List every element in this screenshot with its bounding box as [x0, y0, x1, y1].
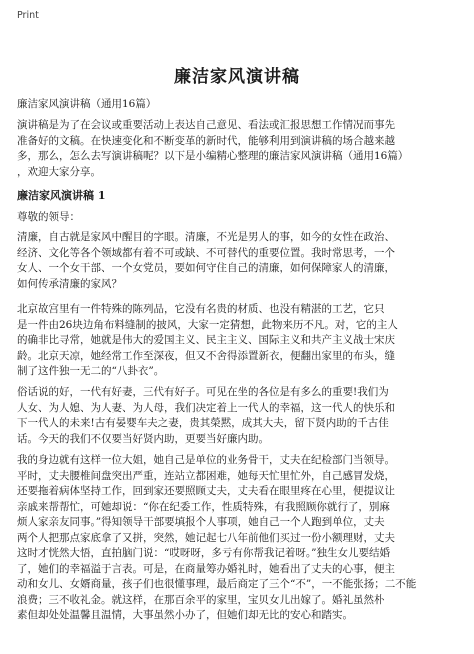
- text-line: 是一件由26块边角布料缝制的披风，大家一定猜想，此物来历不凡。对，它的主人: [17, 318, 398, 331]
- text-line: 制了这件独一无二的“八卦衣”。: [17, 365, 165, 377]
- page-title: 廉洁家风演讲稿: [174, 67, 300, 87]
- text-line: 我的身边就有这样一位大姐，她自己是单位的业务骨干，丈夫在纪检部门当领导。: [17, 454, 395, 466]
- text-line: ，欢迎大家分享。: [17, 165, 101, 178]
- body-paragraph: [17, 302, 457, 380]
- greeting-line: 尊敬的领导：: [17, 211, 80, 223]
- text-line: 了，她们的幸福溢于言表。可是，在商量筹办婚礼时，她看出了丈夫的心事，便主: [17, 562, 395, 575]
- text-line: 两个人把那点家底拿了又拼，突然，她记起七八年前他们买过一份小额理财，丈夫: [17, 531, 395, 544]
- text-line: 还要拖着病体坚持工作，回到家还要照顾丈夫，丈夫看在眼里疼在心里，便提议让: [17, 485, 395, 497]
- body-paragraph: [17, 453, 457, 624]
- body-paragraph: [17, 230, 457, 292]
- text-line: 动和女儿、女婿商量，孩子们也很懂事理，最后商定了三个“不”，一不能张扬；二不能: [17, 578, 417, 590]
- text-line: 素但却处处温馨且温情，大事虽然小办了，但她们却无比的安心和踏实。: [17, 609, 353, 621]
- text-line: 龄。北京天凉，她经常工作至深夜，但又不舍得添置新衣，便翻出家里的布头，缝: [17, 349, 395, 362]
- section-heading: 廉洁家风演讲稿 1: [17, 189, 106, 202]
- text-line: 多，那么，怎么去写演讲稿呢？以下是小编精心整理的廉洁家风演讲稿（通用16篇）: [17, 150, 409, 162]
- text-line: 烦人家亲友同事。”得知领导干部要填报个人事项，她自己一个人跑到单位，丈夫: [17, 516, 385, 528]
- text-line: 俗话说的好，一代有好妻，三代有好子。可见在坐的各位是有多么的重要!我们为: [17, 386, 389, 398]
- text-line: 平时，丈夫腰椎间盘突出严重，连站立都困难，她每天忙里忙外，自己感冒发烧，: [17, 469, 395, 482]
- text-line: 如何传承清廉的家风？: [17, 277, 122, 290]
- text-line: 经济、文化等各个领域都有着不可或缺、不可替代的重要位置。我时常思考，一个: [17, 246, 395, 259]
- text-line: 话。今天的我们不仅要当好贤内助，更要当好廉内助。: [17, 432, 269, 445]
- text-line: 清廉，自古就是家风中醒目的字眼。清廉，不光是男人的事，如今的女性在政治、: [17, 231, 395, 243]
- text-line: 亲戚来帮帮忙，可她却说：“你在纪委工作，性质特殊，有我照顾你就行了，别麻: [17, 500, 390, 513]
- text-line: 的确非比寻常，她就是伟大的爱国主义、民主主义、国际主义和共产主义战士宋庆: [17, 334, 395, 346]
- text-line: 准备好的文稿。在快速变化和不断变革的新时代，能够利用到演讲稿的场合越来越: [17, 134, 395, 147]
- text-line: 浪费；三不收礼金。就这样，在那百余平的家里，宝贝女儿出嫁了。婚礼虽然朴: [17, 593, 385, 606]
- text-line: 人女、为人媳、为人妻、为人母，我们决定着上一代人的幸福，这一代人的快乐和: [17, 401, 395, 414]
- text-line: 演讲稿是为了在会议或重要活动上表达自己意见、看法或汇报思想工作情况而事先: [17, 119, 395, 131]
- text-line: 北京故宫里有一件特殊的陈列品，它没有名贵的材质、也没有精湛的工艺，它只: [17, 303, 385, 315]
- print-label[interactable]: Print: [17, 10, 39, 21]
- text-line: 女人、一个女干部、一个女党员，要如何守住自己的清廉，如何保障家人的清廉，: [17, 262, 395, 274]
- document-subtitle: 廉洁家风演讲稿（通用16篇）: [17, 98, 157, 110]
- text-line: 这时才恍然大悟，直拍脑门说：“哎呀呀，多亏有你帮我记着呀。”独生女儿要结婚: [17, 547, 390, 559]
- text-line: 下一代人的未来!古有晏婴车夫之妻，贵其榮黙，成其大夫，留下贤内助的千古佳: [17, 417, 389, 429]
- body-paragraph: [17, 385, 457, 447]
- intro-paragraph: [17, 118, 457, 180]
